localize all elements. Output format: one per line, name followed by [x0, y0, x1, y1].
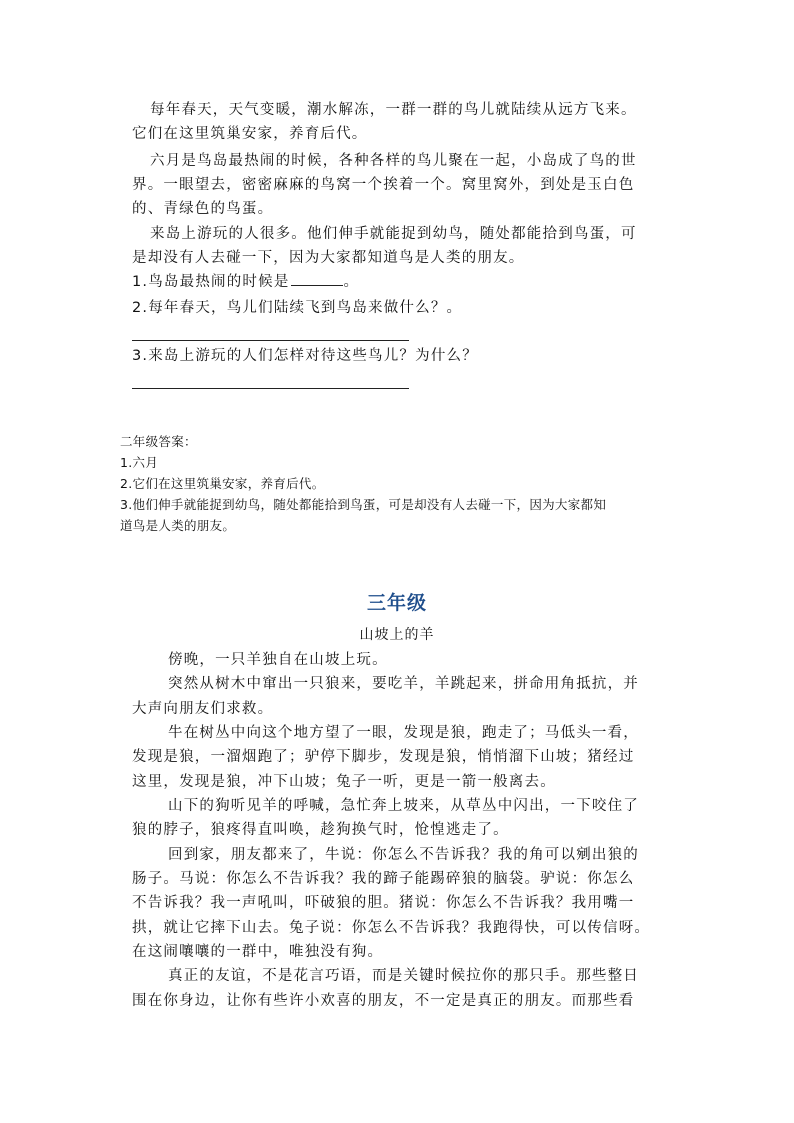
answer-1: 1.六月: [120, 455, 159, 470]
answer-2: 2.它们在这里筑巢安家，养育后代。: [120, 476, 325, 491]
story-line: 不告诉我？我一声吼叫，吓破狼的胆。猪说：你怎么不告诉我？我用嘴一: [132, 895, 635, 911]
question-3: 3.来岛上游玩的人们怎样对待这些鸟儿？为什么？: [132, 348, 478, 364]
story-line: 在这闹嚷嚷的一群中，唯独没有狗。: [132, 944, 384, 960]
section-heading: 三年级: [366, 592, 427, 614]
answer-line-3[interactable]: [132, 388, 409, 389]
passage1-p1-line2: 它们在这里筑巢安家，养育后代。: [132, 126, 368, 142]
story-line: 真正的友谊，不是花言巧语，而是关键时候拉你的那只手。那些整日: [168, 968, 639, 984]
story-line: 拱，就让它摔下山去。兔子说：你怎么不告诉我？我跑得快，可以传信呀。: [132, 920, 651, 936]
story-line: 肠子。马说：你怎么不告诉我？我的蹄子能踢碎狼的脑袋。驴说：你怎么: [132, 871, 635, 887]
story-line: 突然从树木中窜出一只狼来，要吃羊，羊跳起来，拼命用角抵抗，并: [168, 676, 639, 692]
story-line: 这里，发现是狼，冲下山坡；兔子一听，更是一箭一般离去。: [132, 774, 556, 790]
story-line: 牛在树丛中向这个地方望了一眼，发现是狼，跑走了；马低头一看，: [168, 725, 639, 741]
story-line: 狼的脖子，狼疼得直叫唤，趁狗换气时，怆惶逃走了。: [132, 822, 509, 838]
question-1: [132, 270, 359, 295]
answers-title: 二年级答案：: [120, 434, 197, 449]
story-line: 山下的狗听见羊的呼喊，急忙奔上坡来，从草丛中闪出，一下咬住了: [168, 798, 639, 814]
passage1-p3-line2: 是却没有人去碰一下，因为大家都知道鸟是人类的朋友。: [132, 250, 525, 266]
question-1-end: 。: [343, 274, 360, 290]
question-1-text: 1.鸟岛最热闹的时候是: [132, 274, 290, 290]
story-title: 山坡上的羊: [359, 627, 435, 643]
story-line: 围在你身边，让你有些许小欢喜的朋友，不一定是真正的朋友。而那些看: [132, 993, 635, 1009]
passage1-p2-line1: 六月是鸟岛最热闹的时候，各种各样的鸟儿聚在一起，小岛成了鸟的世: [150, 153, 637, 169]
story-line: 傍晚，一只羊独自在山坡上玩。: [168, 652, 388, 668]
answer-3-line1: 3.他们伸手就能捉到幼鸟，随处都能拾到鸟蛋，可是却没有人去碰一下，因为大家都知: [120, 497, 607, 512]
passage1-p2-line2: 界。一眼望去，密密麻麻的鸟窝一个挨着一个。窝里窝外，到处是玉白色: [132, 177, 635, 193]
passage1-p2-line3: 的、青绿色的鸟蛋。: [132, 201, 274, 217]
story-line: 大声向朋友们求救。: [132, 701, 274, 717]
story-line: 回到家，朋友都来了，牛说：你怎么不告诉我？我的角可以剜出狼的: [168, 847, 639, 863]
question-2: 2.每年春天，鸟儿们陆续飞到鸟岛来做什么？。: [132, 300, 463, 316]
passage1-p1-line1: 每年春天，天气变暖，潮水解冻，一群一群的鸟儿就陆续从远方飞来。: [150, 102, 637, 118]
answer-3-line2: 道鸟是人类的朋友。: [120, 518, 236, 533]
story-line: 发现是狼，一溜烟跑了；驴停下脚步，发现是狼，悄悄溜下山坡；猪经过: [132, 749, 635, 765]
passage1-p3-line1: 来岛上游玩的人很多。他们伸手就能捉到幼鸟，随处都能拾到鸟蛋，可: [150, 226, 637, 242]
answer-line-2[interactable]: [132, 340, 409, 341]
answer-blank[interactable]: [291, 271, 343, 286]
